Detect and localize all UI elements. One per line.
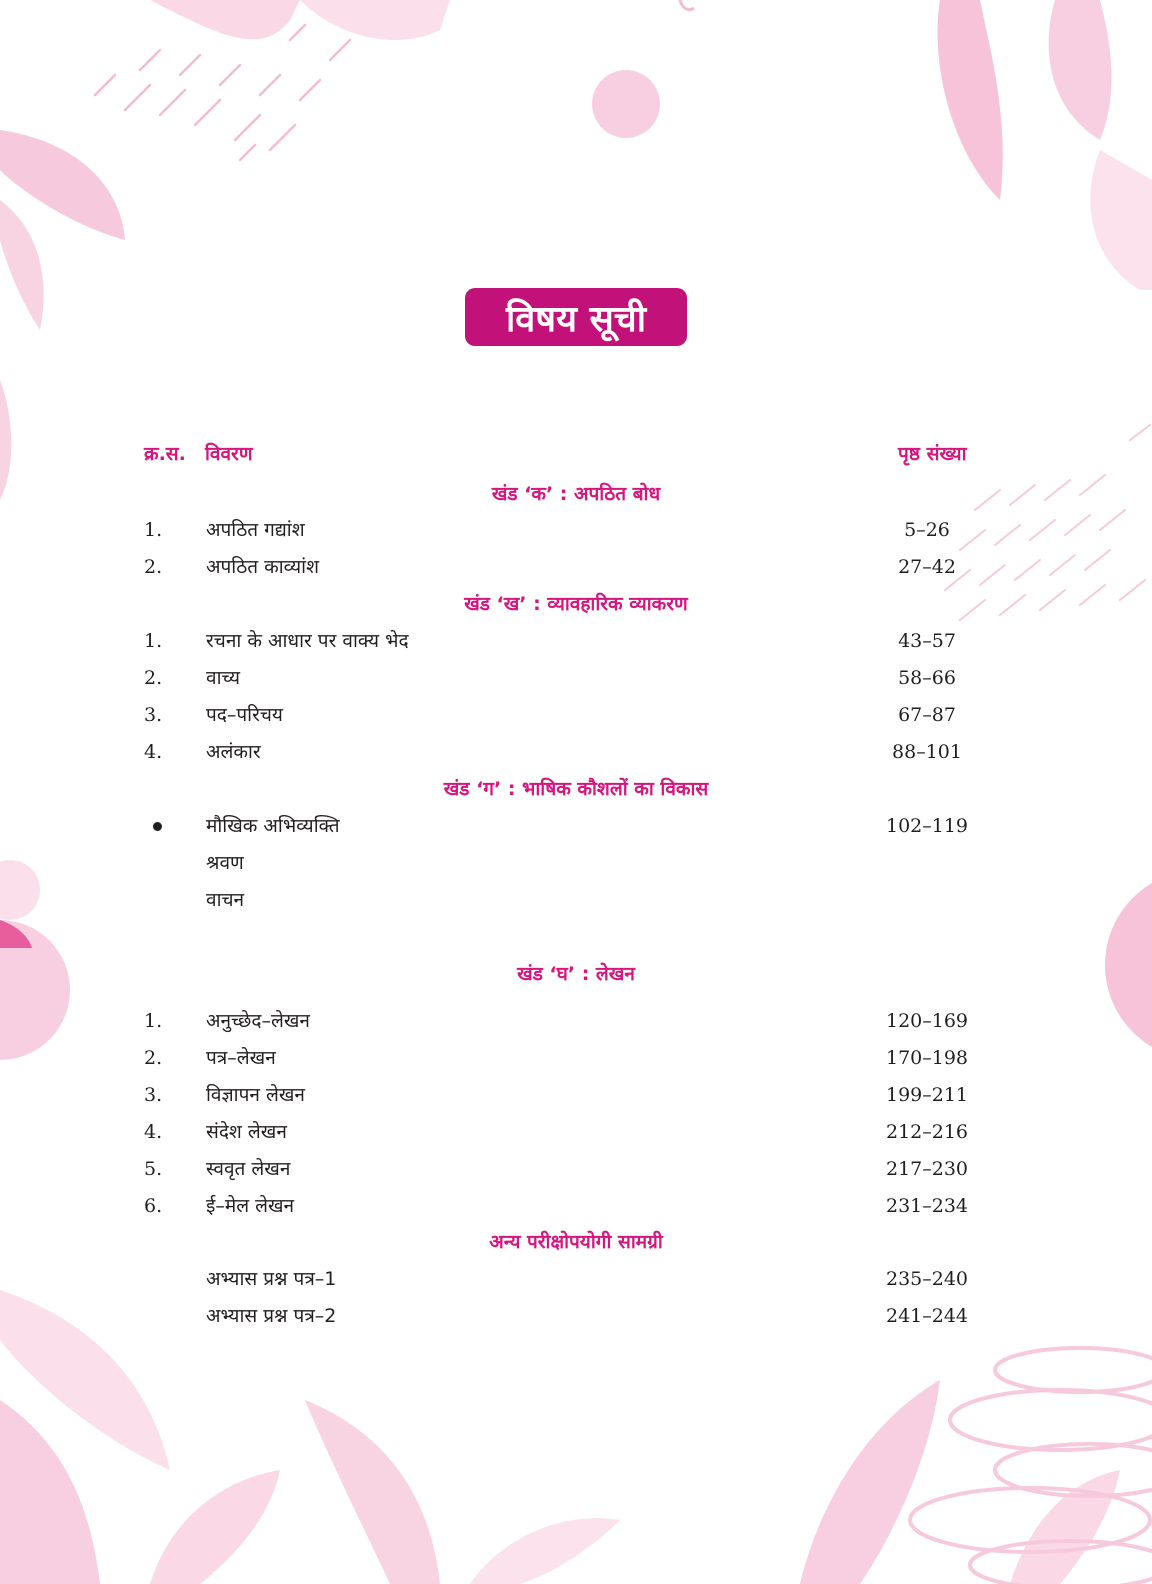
toc-row <box>0 737 1152 767</box>
row-title: अपठित काव्यांश <box>206 556 320 578</box>
row-pages: 199–211 <box>885 1084 969 1106</box>
row-number: 3. <box>144 1084 163 1106</box>
row-pages: 27–42 <box>898 556 956 578</box>
title-banner <box>465 288 687 346</box>
toc-row <box>0 515 1152 545</box>
toc-row <box>0 1117 1152 1147</box>
row-pages: 235–240 <box>885 1268 969 1290</box>
row-pages: 88–101 <box>892 741 962 763</box>
toc-row <box>0 552 1152 582</box>
row-pages: 120–169 <box>885 1010 969 1032</box>
row-title: पत्र–लेखन <box>206 1047 276 1069</box>
row-number: 5. <box>144 1158 163 1180</box>
row-number: 4. <box>144 1121 163 1143</box>
header-page: पृष्ठ संख्या <box>898 443 967 465</box>
section-heading-other: अन्य परीक्षोपयोगी सामग्री <box>489 1231 663 1253</box>
toc-row <box>0 1043 1152 1073</box>
section-heading-gha: खंड ‘घ’ : लेखन <box>517 963 635 985</box>
section-heading-kha: खंड ‘ख’ : व्यावहारिक व्याकरण <box>464 593 688 615</box>
bullet-icon <box>153 822 162 831</box>
page-title: विषय सूची <box>505 298 647 340</box>
row-pages: 58–66 <box>898 667 956 689</box>
row-pages: 170–198 <box>885 1047 969 1069</box>
toc-row <box>0 700 1152 730</box>
row-title: अभ्यास प्रश्न पत्र–2 <box>206 1305 337 1327</box>
row-pages: 102–119 <box>885 815 969 837</box>
row-pages: 5–26 <box>904 519 950 541</box>
header-sno: क्र.स. <box>144 443 186 465</box>
row-title: अनुच्छेद–लेखन <box>206 1010 310 1032</box>
row-title: अभ्यास प्रश्न पत्र–1 <box>206 1268 337 1290</box>
row-title: वाच्य <box>206 667 241 689</box>
toc-row <box>0 1006 1152 1036</box>
row-title: विज्ञापन लेखन <box>206 1084 305 1106</box>
row-title: अपठित गद्यांश <box>206 519 305 541</box>
row-pages: 241–244 <box>885 1305 969 1327</box>
row-title: वाचन <box>206 889 245 911</box>
toc-row <box>0 811 1152 841</box>
row-number: 3. <box>144 704 163 726</box>
row-title: मौखिक अभिव्यक्ति <box>206 815 340 837</box>
section-heading-ga: खंड ‘ग’ : भाषिक कौशलों का विकास <box>443 778 709 800</box>
toc-row <box>0 1154 1152 1184</box>
row-title: पद–परिचय <box>206 704 283 726</box>
toc-row <box>0 626 1152 656</box>
row-title: ई–मेल लेखन <box>206 1195 295 1217</box>
toc-row <box>0 1080 1152 1110</box>
toc-row <box>0 1301 1152 1331</box>
toc-row <box>0 663 1152 693</box>
row-title: रचना के आधार पर वाक्य भेद <box>206 630 409 652</box>
section-heading-ka: खंड ‘क’ : अपठित बोध <box>491 483 661 505</box>
row-number: 4. <box>144 741 163 763</box>
row-pages: 212–216 <box>885 1121 969 1143</box>
header-desc: विवरण <box>205 443 253 465</box>
row-title: स्ववृत लेखन <box>206 1158 291 1180</box>
row-number: 1. <box>144 1010 163 1032</box>
row-pages: 217–230 <box>885 1158 969 1180</box>
toc-row <box>0 848 1152 878</box>
row-title: अलंकार <box>206 741 261 763</box>
row-number: 6. <box>144 1195 163 1217</box>
row-title: श्रवण <box>206 852 244 874</box>
toc-row <box>0 885 1152 915</box>
row-number: 2. <box>144 667 163 689</box>
row-pages: 67–87 <box>898 704 956 726</box>
row-number: 1. <box>144 630 163 652</box>
row-pages: 231–234 <box>885 1195 969 1217</box>
row-number: 2. <box>144 556 163 578</box>
toc-row <box>0 1191 1152 1221</box>
row-title: संदेश लेखन <box>206 1121 287 1143</box>
toc-row <box>0 1264 1152 1294</box>
row-pages: 43–57 <box>898 630 956 652</box>
row-number: 2. <box>144 1047 163 1069</box>
row-number: 1. <box>144 519 163 541</box>
